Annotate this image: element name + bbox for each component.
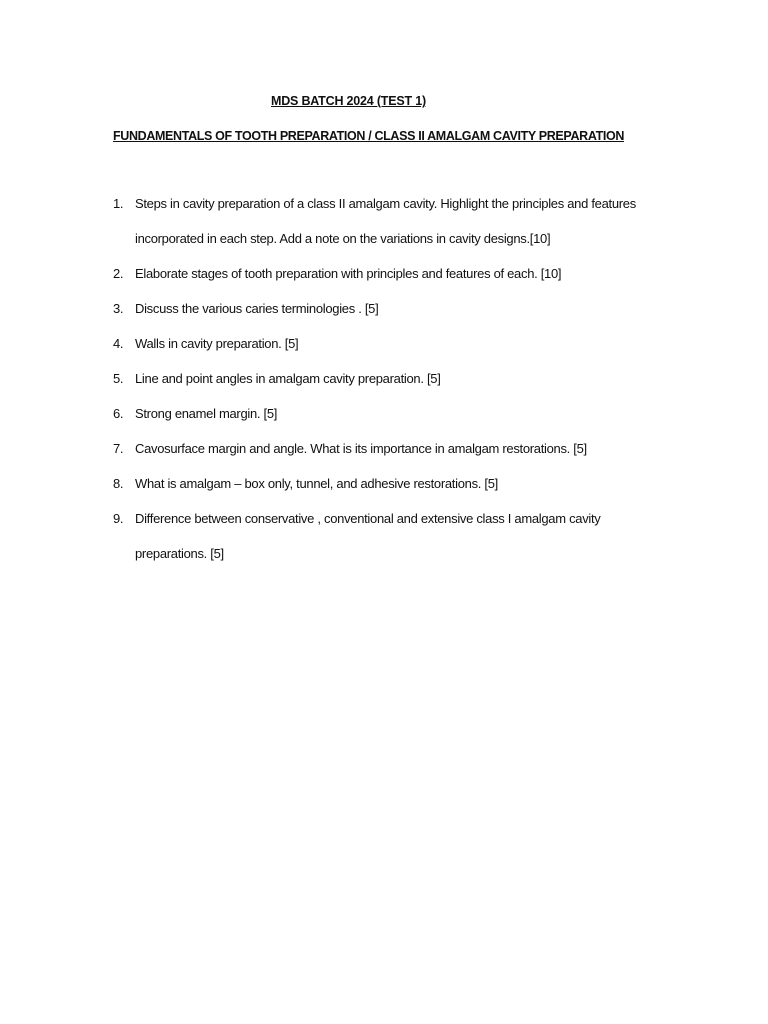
question-item — [113, 256, 673, 291]
question-number: 6. — [113, 406, 124, 421]
question-text: Walls in cavity preparation. [5] — [135, 336, 299, 351]
document-title: MDS BATCH 2024 (TEST 1) — [271, 94, 426, 108]
question-text: Elaborate stages of tooth preparation with principles and features of each. [10] — [135, 266, 562, 281]
question-text: Difference between conservative , conventional and extensive class I amalgam cavity preparations. [5] — [135, 511, 601, 561]
question-number: 4. — [113, 336, 124, 351]
question-text: Strong enamel margin. [5] — [135, 406, 278, 421]
question-text: Discuss the various caries terminologies . [5] — [135, 301, 379, 316]
question-item — [113, 431, 673, 466]
question-number: 1. — [113, 196, 124, 211]
question-text: Line and point angles in amalgam cavity preparation. [5] — [135, 371, 441, 386]
question-number: 3. — [113, 301, 124, 316]
question-item — [113, 326, 673, 361]
question-number: 5. — [113, 371, 124, 386]
question-number: 7. — [113, 441, 124, 456]
question-number: 9. — [113, 511, 124, 526]
question-number: 2. — [113, 266, 124, 281]
question-number: 8. — [113, 476, 124, 491]
question-item — [113, 396, 673, 431]
question-item — [113, 466, 673, 501]
question-text: What is amalgam – box only, tunnel, and adhesive restorations. [5] — [135, 476, 498, 491]
question-list — [113, 186, 673, 571]
question-text: Cavosurface margin and angle. What is its importance in amalgam restorations. [5] — [135, 441, 587, 456]
question-text: Steps in cavity preparation of a class II amalgam cavity. Highlight the principles and features incorporated in each step. Add a note on the variations in cavity designs.[10] — [135, 196, 636, 246]
question-item — [113, 501, 673, 571]
document-subtitle: FUNDAMENTALS OF TOOTH PREPARATION / CLASS II AMALGAM CAVITY PREPARATION — [113, 129, 625, 143]
question-item — [113, 291, 673, 326]
question-item — [113, 361, 673, 396]
question-item — [113, 186, 673, 256]
